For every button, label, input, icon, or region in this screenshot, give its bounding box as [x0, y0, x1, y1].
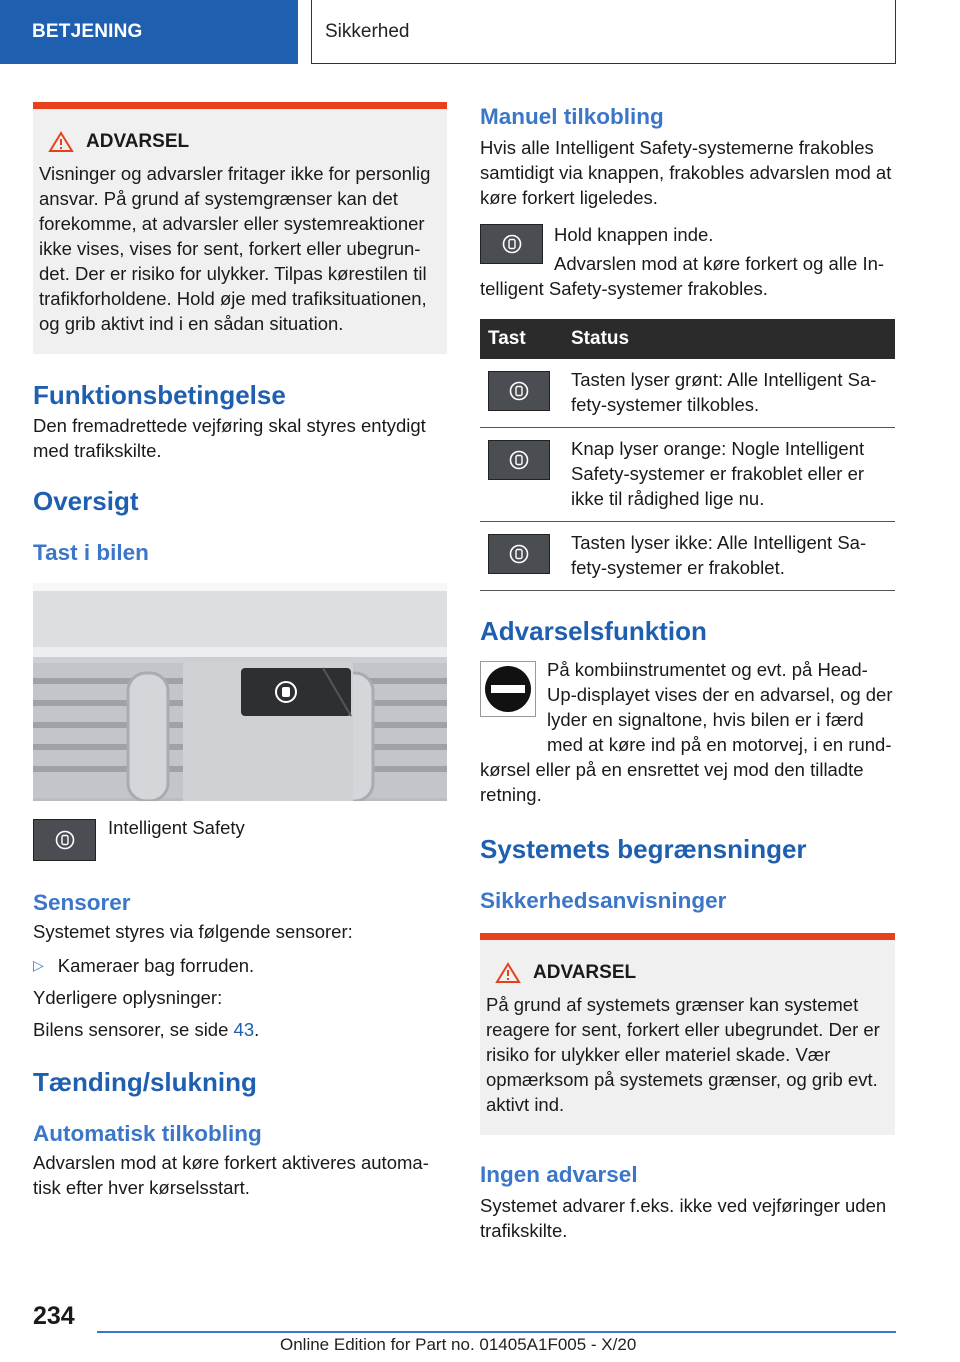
footer-rule: [97, 1331, 896, 1333]
warning-title-text: ADVARSEL: [533, 962, 637, 983]
heading-automatisk-tilkobling: Automatisk tilkobling: [33, 1121, 262, 1146]
warning-title: [495, 962, 885, 984]
button-status-table: [480, 319, 895, 591]
page-reference-link[interactable]: 43: [233, 1019, 255, 1040]
table-status-cell: Tasten lyser ikke: Alle Intelligent Safety-systemer er frakoblet.: [563, 522, 895, 591]
result-text: Advarslen mod at køre forkert og alle Intelligent Safety-systemer frakobles.: [480, 253, 885, 299]
button-green-icon: [488, 371, 550, 411]
heading-manuel-tilkobling: Manuel tilkobling: [480, 104, 664, 129]
more-info-label: Yderligere oplysninger:: [33, 987, 223, 1008]
warning-box: [33, 102, 447, 354]
table-row: [480, 522, 895, 591]
tast-caption-row: [33, 819, 447, 861]
table-status-cell: Knap lyser orange: Nogle Intelligent Safety-systemer er frakoblet eller er ikke til rådighed lige nu.: [563, 428, 895, 522]
table-status-cell: Tasten lyser grønt: Alle Intelligent Safety-systemer tilkobles.: [563, 359, 895, 428]
page-number: 234: [33, 1302, 75, 1330]
heading-tast-i-bilen: Tast i bilen: [33, 540, 149, 565]
ingen-text: Systemet advarer f.eks. ikke ved vejføringer uden trafikskilte.: [480, 1195, 887, 1241]
tast-caption: Intelligent Safety: [108, 817, 245, 838]
dashboard-photo: [33, 583, 447, 801]
manuel-text: Hvis alle Intelligent Safety-systemerne frakobles samtidigt via knappen, frakobles advarslen mod at køre forkert ligeledes.: [480, 137, 892, 208]
advarsel-body: [480, 657, 895, 807]
button-off-icon: [488, 534, 550, 574]
sensor-reference: [33, 1017, 447, 1042]
heading-ingen-advarsel: Ingen advarsel: [480, 1162, 638, 1187]
footer-edition: [280, 1335, 636, 1355]
sensorer-text: Systemet styres via følgende sensorer:: [33, 921, 353, 942]
heading-oversigt: Oversigt: [33, 486, 139, 516]
table-header-status: Status: [563, 319, 895, 359]
reference-prefix: Bilens sensorer, se side: [33, 1019, 234, 1040]
table-header-row: [480, 319, 895, 359]
table-icon-cell: [480, 359, 563, 428]
warning-box: [480, 933, 895, 1135]
warning-title: [48, 131, 437, 153]
heading-advarselsfunktion: Advarselsfunktion: [480, 616, 707, 646]
table-row: [480, 428, 895, 522]
bullet-text: Kameraer bag forruden.: [57, 955, 255, 976]
hold-text: Hold knappen inde.: [554, 224, 714, 245]
chapter-tab-label: BETJENING: [32, 21, 143, 42]
chapter-tab: [0, 0, 298, 64]
no-entry-sign-icon: [480, 661, 536, 717]
warning-triangle-icon: [495, 962, 521, 984]
table-icon-cell: [480, 522, 563, 591]
heading-sensorer: Sensorer: [33, 890, 131, 915]
warning-title-text: ADVARSEL: [86, 131, 190, 152]
hold-instruction: [480, 222, 895, 301]
table-header-tast: Tast: [480, 319, 563, 359]
warning-triangle-icon: [48, 131, 74, 153]
footer-edition-text: Online Edition for Part no. 01405A1F005 - X/20: [280, 1335, 637, 1354]
intelligent-safety-button-icon: [480, 224, 543, 264]
funktions-text: Den fremadrettede vejføring skal styres entydigt med trafikskilte.: [33, 415, 426, 461]
dashboard-illustration: [33, 583, 447, 801]
section-title: [311, 0, 896, 64]
section-title-label: Sikkerhed: [325, 20, 410, 42]
bullet-item: [33, 953, 447, 978]
warning-text: På grund af systemets grænser kan systemet reagere for sent, forkert eller ubegrundet. Der er risiko for ulykker eller materiel skade. Vær opmærksom på systemets grænser, og grib evt. aktivt ind.: [486, 994, 880, 1115]
intelligent-safety-button-icon: [33, 819, 96, 861]
automatisk-text: Advarslen mod at køre forkert aktiveres automatisk efter hver kørselsstart.: [33, 1152, 429, 1198]
table-icon-cell: [480, 428, 563, 522]
button-orange-icon: [488, 440, 550, 480]
table-row: [480, 359, 895, 428]
heading-sikkerhedsanvisninger: Sikkerhedsanvisninger: [480, 888, 727, 913]
warning-text: Visninger og advarsler fritager ikke for personlig ansvar. På grund af systemgrænser kan det forekomme, at advarsler eller systemreaktioner ikke vises, vises for sent, forkert eller ubegrundet. Der er risiko for ulykker. Tilpas kørestilen til trafikforholdene. Hold øje med trafiksituationen, og grib aktivt ind i en sådan situation.: [39, 163, 431, 334]
advarsel-text: [480, 657, 895, 807]
heading-funktionsbetingelse: Funktionsbetingelse: [33, 380, 286, 410]
right-column: [480, 100, 895, 1243]
bullet-triangle-icon: ▷: [33, 957, 44, 973]
heading-systemets-begraensninger: Systemets begrænsninger: [480, 834, 807, 864]
heading-taending: Tænding/slukning: [33, 1067, 257, 1097]
left-column: [33, 100, 447, 1200]
advarsel-text-content: På kombiinstrumentet og evt. på Head-Up-displayet vises der en advarsel, og der lyder en signaltone, hvis bilen er i færd med at køre ind på en motorvej, i en rundkørsel eller på en ensrettet vej mod den tilladte retning.: [480, 659, 893, 805]
reference-suffix: .: [254, 1019, 260, 1040]
